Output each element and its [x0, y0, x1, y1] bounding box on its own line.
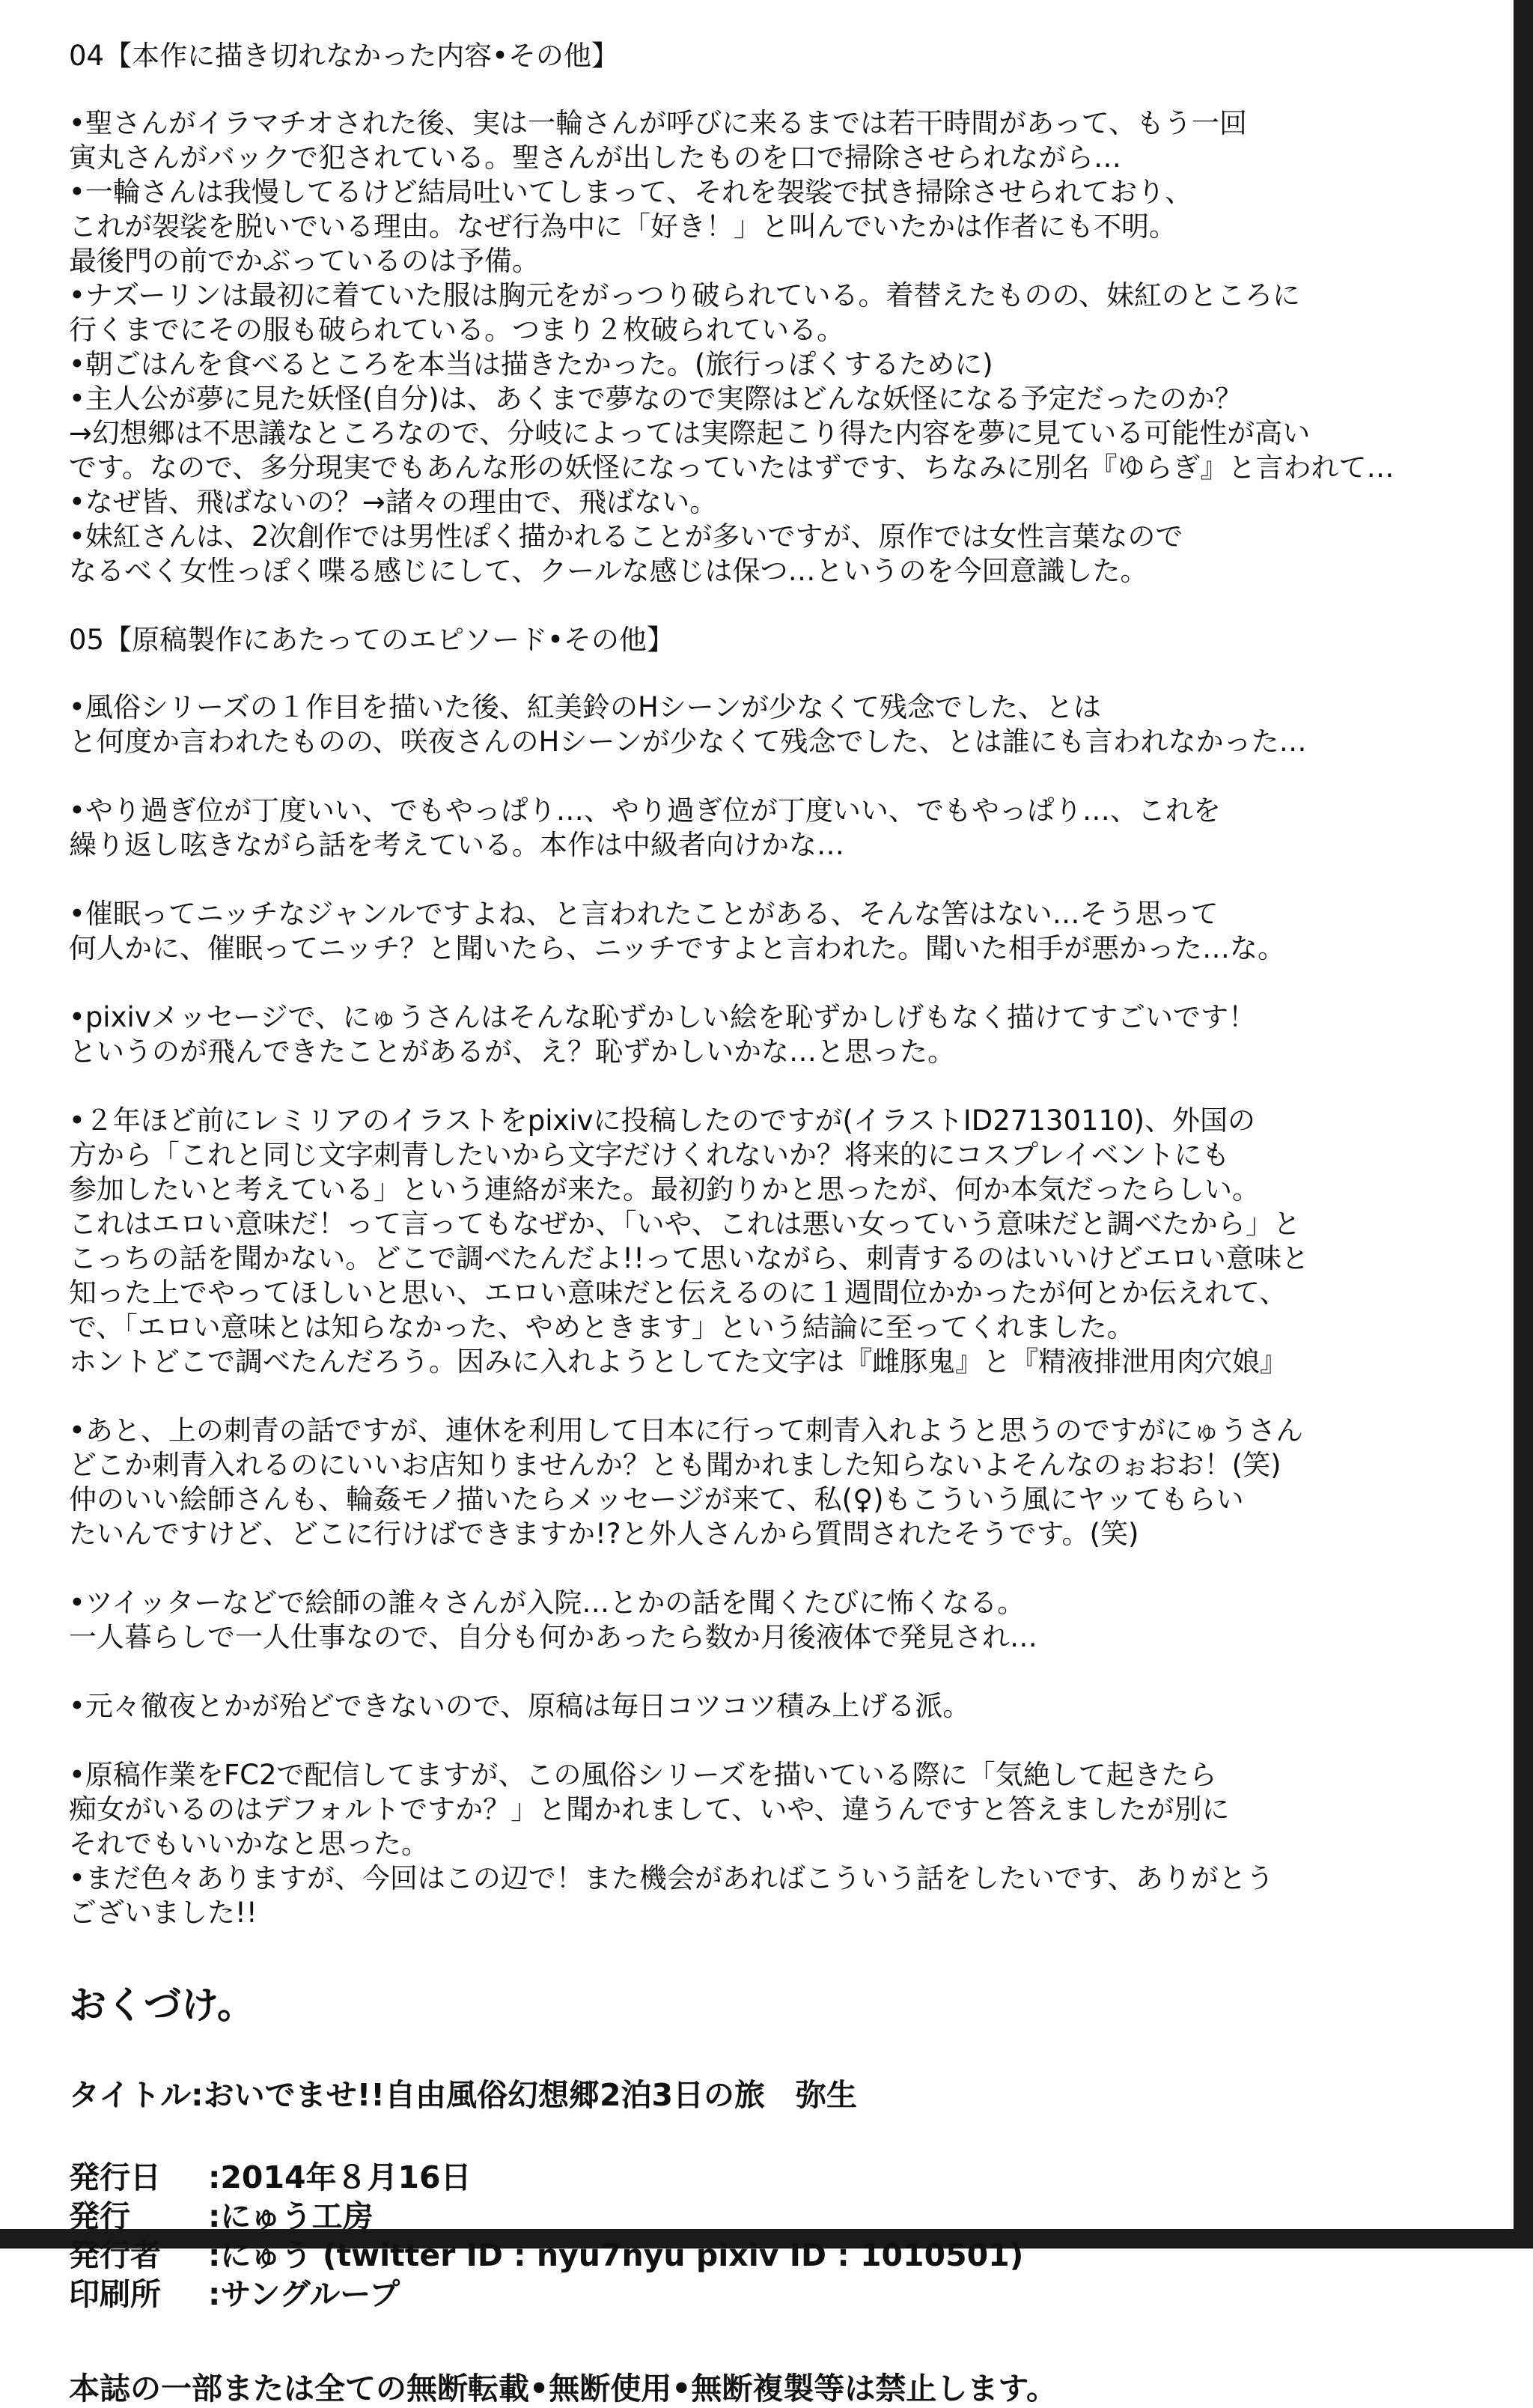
- text-line: •ツイッターなどで絵師の誰々さんが入院…とかの話を聞くたびに怖くなる。: [69, 1587, 1025, 1619]
- section-04-body: [69, 106, 1461, 589]
- colophon-heading: おくづけ。: [69, 1983, 255, 2027]
- info-row-publisher: [69, 2197, 1461, 2236]
- text-line: 一人暮らしで一人仕事なので、自分も何かあったら数か月後液体で発見され…: [69, 1621, 1037, 1653]
- text-line: 繰り返し呟きながら話を考えている。本作は中級者向けかな…: [69, 829, 844, 861]
- text-line: •まだ色々ありますが、今回はこの辺で！また機会があればこういう話をしたいです、ありがとう: [69, 1862, 1274, 1894]
- spacer: [69, 1724, 1461, 1758]
- spacer: [69, 1551, 1461, 1586]
- spacer: [69, 966, 1461, 1000]
- text-line: •pixivメッセージで、にゅうさんはそんな恥ずかしい絵を恥ずかしげもなく描けてすごいです！: [69, 1001, 1256, 1033]
- text-line: これはエロい意味だ！って言ってもなぜか、「いや、これは悪い女っていう意味だと調べたから」と: [69, 1208, 1301, 1240]
- text-line: •２年ほど前にレミリアのイラストをpixivに投稿したのですが(イラストID27130110)、外国の: [69, 1104, 1256, 1137]
- info-label: 発行日: [69, 2159, 161, 2195]
- text-line: 知った上でやってほしいと思い、エロい意味だと伝えるのに１週間位かかったが何とか伝えれて、: [69, 1277, 1287, 1309]
- paragraph: [69, 794, 1461, 863]
- text-line: です。なので、多分現実でもあんな形の妖怪になっていたはずです、ちなみに別名『ゆらぎ』と言われて…: [69, 452, 1395, 484]
- text-line: ホントどこで調べたんだろう。因みに入れようとしてた文字は『雌豚鬼』と『精液排泄用肉穴娘』: [69, 1346, 1287, 1378]
- text-line: 寅丸さんがバックで犯されている。聖さんが出したものを口で掃除させられながら…: [69, 142, 1121, 174]
- text-line: ございました!!: [69, 1897, 257, 1929]
- text-line: →幻想郷は不思議なところなので、分岐によっては実際起こり得た内容を夢に見ている可能性が高い: [69, 417, 1311, 449]
- text-line: •主人公が夢に見た妖怪(自分)は、あくまで夢なので実際はどんな妖怪になる予定だったのか？: [69, 383, 1243, 415]
- paragraph: [69, 1586, 1461, 1655]
- text-line: で、「エロい意味とは知らなかった、やめときます」という結論に至ってくれました。: [69, 1311, 1135, 1343]
- text-line: それでもいいかなと思った。: [69, 1828, 429, 1860]
- publication-info: [69, 2158, 1461, 2314]
- text-line: たいんですけど、どこに行けばできますか!?と外人さんから質問されたそうです。(笑): [69, 1518, 1139, 1550]
- afterword-page: [69, 39, 1461, 2408]
- text-line: •原稿作業をFC2で配信してますが、この風俗シリーズを描いている際に「気絶して起きたら: [69, 1759, 1217, 1791]
- text-line: •風俗シリーズの１作目を描いた後、紅美鈴のHシーンが少なくて残念でした、とは: [69, 691, 1102, 723]
- spacer: [69, 589, 1461, 623]
- text-line: どこか刺青入れるのにいいお店知りませんか？とも聞かれました知らないよそんなのぉおお！(笑): [69, 1449, 1281, 1481]
- paragraph: [69, 1414, 1461, 1551]
- text-line: •元々徹夜とかが殆どできないので、原稿は毎日コツコツ積み上げる派。: [69, 1690, 971, 1722]
- text-line: •やり過ぎ位が丁度いい、でもやっぱり…、やり過ぎ位が丁度いい、でもやっぱり…、これを: [69, 794, 1221, 827]
- paragraph: [69, 1758, 1461, 1930]
- text-line: •朝ごはんを食べるところを本当は描きたかった。(旅行っぽくするために): [69, 348, 993, 380]
- text-line: •妹紅さんは、2次創作では男性ぽく描かれることが多いですが、原作では女性言葉なので: [69, 520, 1183, 553]
- text-line: •催眠ってニッチなジャンルですよね、と言われたことがある、そんな筈はない…そう思って: [69, 898, 1219, 930]
- text-line: •なぜ皆、飛ばないの？→諸々の理由で、飛ばない。: [69, 486, 718, 518]
- info-label: 発行: [69, 2198, 130, 2234]
- paragraph: [69, 1104, 1461, 1379]
- spacer: [69, 759, 1461, 794]
- text-line: 行くまでにその服も破られている。つまり２枚破られている。: [69, 314, 844, 346]
- text-line: •一輪さんは我慢してるけど結局吐いてしまって、それを袈裟で拭き掃除させられており、: [69, 176, 1193, 208]
- section-05: [69, 623, 1461, 1930]
- info-value: :にゅう (twitter ID : nyu7nyu pixiv ID : 1010501): [208, 2237, 1024, 2273]
- spacer: [69, 1655, 1461, 1689]
- info-row-author: [69, 2236, 1461, 2275]
- info-value: :サングループ: [208, 2276, 400, 2312]
- info-row-date: [69, 2158, 1461, 2197]
- text-line: というのが飛んできたことがあるが、え？恥ずかしいかな…と思った。: [69, 1036, 955, 1068]
- text-line: 何人かに、催眠ってニッチ？と聞いたら、ニッチですよと言われた。聞いた相手が悪かった…な。: [69, 932, 1286, 964]
- text-line: これが袈裟を脱いでいる理由。なぜ行為中に「好き！」と叫んでいたかは作者にも不明。: [69, 210, 1177, 243]
- text-line: 最後門の前でかぶっているのは予備。: [69, 245, 540, 277]
- text-line: •ナズーリンは最初に着ていた服は胸元をがっつり破られている。着替えたものの、妹紅のところに: [69, 279, 1301, 311]
- text-line: 方から「これと同じ文字刺青したいから文字だけくれないか？将来的にコスプレイベントにも: [69, 1139, 1230, 1171]
- text-line: 参加したいと考えている」という連絡が来た。最初釣りかと思ったが、何か本気だったらしい。: [69, 1173, 1260, 1205]
- spacer: [69, 1069, 1461, 1104]
- info-label: 印刷所: [69, 2276, 161, 2312]
- spacer: [69, 1379, 1461, 1414]
- text-line: 仲のいい絵師さんも、輪姦モノ描いたらメッセージが来て、私(♀)もこういう風にヤッてもらい: [69, 1483, 1244, 1515]
- section-04: [69, 39, 1461, 589]
- section-05-title: 05【原稿製作にあたってのエピソード•その他】: [69, 624, 674, 656]
- text-line: こっちの話を聞かない。どこで調べたんだよ!!って思いながら、刺青するのはいいけどエロい意味と: [69, 1242, 1309, 1274]
- text-line: と何度か言われたものの、咲夜さんのHシーンが少なくて残念でした、とは誰にも言われなかった…: [69, 726, 1307, 758]
- paragraph: [69, 1000, 1461, 1069]
- paragraph: [69, 1689, 1461, 1724]
- info-value: :2014年８月16日: [208, 2159, 472, 2195]
- text-line: •聖さんがイラマチオされた後、実は一輪さんが呼びに来るまでは若干時間があって、もう一回: [69, 107, 1247, 139]
- copyright-notice: 本誌の一部または全ての無断転載•無断使用•無断複製等は禁止します。: [69, 2371, 1058, 2407]
- text-line: •あと、上の刺青の話ですが、連休を利用して日本に行って刺青入れようと思うのですがにゅうさん: [69, 1414, 1304, 1447]
- paragraph: [69, 897, 1461, 966]
- info-label: 発行者: [69, 2237, 161, 2273]
- text-line: なるべく女性っぽく喋る感じにして、クールな感じは保つ…というのを今回意識した。: [69, 555, 1148, 587]
- info-row-printer: [69, 2275, 1461, 2314]
- colophon: [69, 1983, 1461, 2408]
- spacer: [69, 863, 1461, 897]
- info-value: :にゅう工房: [208, 2198, 374, 2234]
- book-title: タイトル:おいでませ!!自由風俗幻想郷2泊3日の旅 弥生: [69, 2077, 858, 2113]
- section-04-title: 04【本作に描き切れなかった内容•その他】: [69, 40, 619, 72]
- paragraph: [69, 690, 1461, 759]
- text-line: 痴女がいるのはデフォルトですか？」と聞かれまして、いや、違うんですと答えましたが別に: [69, 1793, 1230, 1825]
